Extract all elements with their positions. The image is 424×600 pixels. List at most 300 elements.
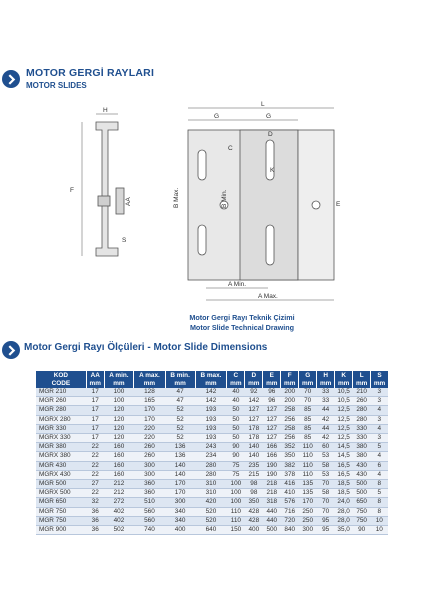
table-cell: 215 bbox=[245, 470, 263, 479]
dim-label-b-max: B Max. bbox=[173, 187, 180, 208]
column-header: AA mm bbox=[86, 371, 104, 388]
drawing-caption-tr: Motor Gergi Rayı Teknik Çizimi bbox=[189, 313, 295, 322]
table-cell: MGR 900 bbox=[36, 526, 86, 535]
table-cell: 243 bbox=[195, 443, 227, 452]
table-cell: 350 bbox=[245, 498, 263, 507]
table-cell: 90 bbox=[353, 526, 371, 535]
table-cell: 440 bbox=[263, 516, 281, 525]
table-cell: 250 bbox=[299, 507, 317, 516]
table-cell: MGR 430 bbox=[36, 461, 86, 470]
drawing-caption-en: Motor Slide Technical Drawing bbox=[189, 323, 295, 332]
column-header: L mm bbox=[353, 371, 371, 388]
table-cell: 40 bbox=[227, 388, 245, 397]
table-cell: 212 bbox=[104, 480, 133, 489]
table-cell: 36 bbox=[86, 507, 104, 516]
table-cell: 190 bbox=[263, 461, 281, 470]
table-cell: 500 bbox=[353, 480, 371, 489]
table-cell: 330 bbox=[353, 424, 371, 433]
table-cell: 428 bbox=[245, 516, 263, 525]
table-cell: 127 bbox=[263, 424, 281, 433]
table-cell: MGR 750 bbox=[36, 516, 86, 525]
table-cell: 17 bbox=[86, 415, 104, 424]
table-cell: 318 bbox=[263, 498, 281, 507]
table-cell: 70 bbox=[317, 480, 335, 489]
table-cell: 212 bbox=[104, 489, 133, 498]
column-header: K mm bbox=[335, 371, 353, 388]
chevron-right-icon bbox=[6, 74, 17, 85]
dim-label-g-left: G bbox=[214, 113, 220, 120]
table-cell: 85 bbox=[299, 434, 317, 443]
table-cell: 210 bbox=[353, 388, 371, 397]
table-cell: 360 bbox=[134, 489, 166, 498]
table-cell: 200 bbox=[281, 388, 299, 397]
table-cell: 10,5 bbox=[335, 388, 353, 397]
table-cell: 136 bbox=[165, 443, 195, 452]
dim-label-e: E bbox=[336, 201, 341, 208]
table-cell: 330 bbox=[353, 434, 371, 443]
table-cell: 120 bbox=[104, 424, 133, 433]
table-cell: 576 bbox=[281, 498, 299, 507]
dim-label-f: F bbox=[70, 187, 74, 194]
table-cell: 44 bbox=[317, 424, 335, 433]
table-cell: 400 bbox=[245, 526, 263, 535]
dimensions-title: Motor Gergi Rayı Ölçüleri - Motor Slide Dimensions bbox=[24, 342, 268, 353]
table-cell: 120 bbox=[104, 434, 133, 443]
section-bullet-icon bbox=[2, 70, 20, 88]
table-cell: 58 bbox=[317, 489, 335, 498]
table-cell: 4 bbox=[371, 406, 388, 415]
table-cell: 430 bbox=[353, 470, 371, 479]
table-cell: MGRX 430 bbox=[36, 470, 86, 479]
table-cell: 140 bbox=[165, 470, 195, 479]
table-cell: 3 bbox=[371, 415, 388, 424]
table-cell: 142 bbox=[195, 397, 227, 406]
table-cell: MGRX 380 bbox=[36, 452, 86, 461]
table-cell: 193 bbox=[195, 424, 227, 433]
table-cell: 500 bbox=[353, 489, 371, 498]
table-cell: 33 bbox=[317, 397, 335, 406]
front-view bbox=[188, 130, 334, 280]
table-cell: MGR 210 bbox=[36, 388, 86, 397]
table-cell: 44 bbox=[317, 406, 335, 415]
table-cell: 280 bbox=[195, 470, 227, 479]
table-cell: 750 bbox=[353, 516, 371, 525]
table-cell: 170 bbox=[165, 489, 195, 498]
table-cell: 17 bbox=[86, 424, 104, 433]
table-cell: 12,5 bbox=[335, 424, 353, 433]
table-cell: 14,5 bbox=[335, 443, 353, 452]
table-cell: 352 bbox=[281, 443, 299, 452]
table-cell: 50 bbox=[227, 424, 245, 433]
table-cell: 8 bbox=[371, 507, 388, 516]
table-cell: 402 bbox=[104, 507, 133, 516]
table-cell: 190 bbox=[263, 470, 281, 479]
table-cell: 502 bbox=[104, 526, 133, 535]
table-row bbox=[36, 415, 388, 424]
dim-label-l: L bbox=[261, 101, 265, 108]
table-row bbox=[36, 470, 388, 479]
table-cell: 53 bbox=[317, 452, 335, 461]
table-cell: 128 bbox=[134, 388, 166, 397]
section-bullet-icon bbox=[2, 341, 20, 359]
table-cell: 50 bbox=[227, 434, 245, 443]
table-cell: 127 bbox=[263, 415, 281, 424]
table-cell: 510 bbox=[134, 498, 166, 507]
column-header: H mm bbox=[317, 371, 335, 388]
table-cell: 170 bbox=[134, 415, 166, 424]
technical-drawing bbox=[58, 100, 388, 310]
table-cell: 140 bbox=[165, 461, 195, 470]
table-cell: 4 bbox=[371, 452, 388, 461]
table-cell: 640 bbox=[195, 526, 227, 535]
table-row bbox=[36, 443, 388, 452]
table-cell: 178 bbox=[245, 424, 263, 433]
table-cell: 127 bbox=[263, 434, 281, 443]
table-cell: 280 bbox=[353, 406, 371, 415]
table-cell: 16,5 bbox=[335, 470, 353, 479]
table-cell: 416 bbox=[281, 480, 299, 489]
table-cell: 36 bbox=[86, 526, 104, 535]
column-header: E mm bbox=[263, 371, 281, 388]
table-cell: 12,5 bbox=[335, 434, 353, 443]
table-cell: 280 bbox=[195, 461, 227, 470]
table-cell: 350 bbox=[281, 452, 299, 461]
section-subtitle: MOTOR SLIDES bbox=[26, 81, 87, 90]
table-cell: 4 bbox=[371, 470, 388, 479]
table-cell: 33 bbox=[317, 388, 335, 397]
table-cell: 52 bbox=[165, 415, 195, 424]
table-cell: 300 bbox=[165, 498, 195, 507]
table-cell: 92 bbox=[245, 388, 263, 397]
table-cell: 17 bbox=[86, 406, 104, 415]
table-cell: MGR 380 bbox=[36, 443, 86, 452]
table-cell: 22 bbox=[86, 461, 104, 470]
table-cell: 110 bbox=[299, 461, 317, 470]
table-cell: 17 bbox=[86, 434, 104, 443]
table-cell: 28,0 bbox=[335, 507, 353, 516]
table-cell: 96 bbox=[263, 388, 281, 397]
table-cell: 256 bbox=[281, 415, 299, 424]
table-cell: 260 bbox=[134, 452, 166, 461]
table-cell: 420 bbox=[195, 498, 227, 507]
table-cell: 218 bbox=[263, 480, 281, 489]
table-cell: 47 bbox=[165, 397, 195, 406]
table-cell: MGRX 500 bbox=[36, 489, 86, 498]
table-cell: 53 bbox=[317, 470, 335, 479]
table-row bbox=[36, 424, 388, 433]
table-cell: 260 bbox=[353, 397, 371, 406]
table-cell: MGR 750 bbox=[36, 507, 86, 516]
table-cell: 135 bbox=[299, 480, 317, 489]
table-cell: 4 bbox=[371, 424, 388, 433]
table-cell: 17 bbox=[86, 397, 104, 406]
table-cell: 18,5 bbox=[335, 489, 353, 498]
table-cell: 32 bbox=[86, 498, 104, 507]
table-cell: 300 bbox=[134, 470, 166, 479]
table-cell: 136 bbox=[165, 452, 195, 461]
table-cell: 3 bbox=[371, 397, 388, 406]
table-cell: 170 bbox=[299, 498, 317, 507]
table-row bbox=[36, 526, 388, 535]
column-header: D mm bbox=[245, 371, 263, 388]
table-cell: 98 bbox=[245, 489, 263, 498]
dim-label-s: S bbox=[122, 237, 127, 244]
dimensions-table bbox=[36, 371, 388, 535]
table-cell: 280 bbox=[353, 415, 371, 424]
table-cell: 35,0 bbox=[335, 526, 353, 535]
table-cell: 58 bbox=[317, 461, 335, 470]
table-cell: 100 bbox=[227, 480, 245, 489]
table-cell: 260 bbox=[134, 443, 166, 452]
table-cell: 75 bbox=[227, 470, 245, 479]
column-header: B max. mm bbox=[195, 371, 227, 388]
table-cell: 50 bbox=[227, 415, 245, 424]
table-cell: 560 bbox=[134, 516, 166, 525]
table-cell: MGR 280 bbox=[36, 406, 86, 415]
table-cell: 258 bbox=[281, 424, 299, 433]
table-cell: 310 bbox=[195, 480, 227, 489]
table-cell: 310 bbox=[195, 489, 227, 498]
table-cell: 140 bbox=[245, 452, 263, 461]
table-cell: 360 bbox=[134, 480, 166, 489]
table-cell: 160 bbox=[104, 461, 133, 470]
dim-label-a-min: A Min. bbox=[228, 281, 247, 288]
table-cell: 12,5 bbox=[335, 406, 353, 415]
table-cell: MGR 330 bbox=[36, 424, 86, 433]
table-cell: 100 bbox=[227, 489, 245, 498]
side-profile bbox=[96, 122, 124, 256]
table-cell: 100 bbox=[227, 498, 245, 507]
table-cell: 272 bbox=[104, 498, 133, 507]
table-cell: 300 bbox=[299, 526, 317, 535]
table-cell: 500 bbox=[263, 526, 281, 535]
dim-label-h: H bbox=[103, 107, 108, 114]
table-cell: 430 bbox=[353, 461, 371, 470]
table-cell: 378 bbox=[281, 470, 299, 479]
table-cell: 520 bbox=[195, 507, 227, 516]
column-header: G mm bbox=[299, 371, 317, 388]
table-cell: MGR 650 bbox=[36, 498, 86, 507]
table-cell: 142 bbox=[245, 397, 263, 406]
table-cell: MGR 500 bbox=[36, 480, 86, 489]
table-cell: 22 bbox=[86, 489, 104, 498]
table-cell: 8 bbox=[371, 498, 388, 507]
table-cell: 220 bbox=[134, 434, 166, 443]
table-cell: 90 bbox=[227, 443, 245, 452]
table-cell: 12,5 bbox=[335, 415, 353, 424]
table-cell: 218 bbox=[263, 489, 281, 498]
table-cell: 22 bbox=[86, 443, 104, 452]
table-cell: 193 bbox=[195, 434, 227, 443]
table-row bbox=[36, 397, 388, 406]
table-cell: 520 bbox=[195, 516, 227, 525]
dim-label-d: D bbox=[268, 131, 273, 138]
table-cell: 98 bbox=[245, 480, 263, 489]
table-cell: 560 bbox=[134, 507, 166, 516]
table-cell: 170 bbox=[165, 480, 195, 489]
table-row bbox=[36, 516, 388, 525]
column-header: C mm bbox=[227, 371, 245, 388]
table-cell: 258 bbox=[281, 406, 299, 415]
table-cell: 36 bbox=[86, 516, 104, 525]
table-cell: 193 bbox=[195, 406, 227, 415]
table-cell: 140 bbox=[245, 443, 263, 452]
table-cell: 165 bbox=[134, 397, 166, 406]
table-row bbox=[36, 480, 388, 489]
table-cell: 90 bbox=[227, 452, 245, 461]
table-cell: 95 bbox=[317, 516, 335, 525]
table-cell: 380 bbox=[353, 452, 371, 461]
dim-label-c: C bbox=[228, 145, 233, 152]
table-cell: 110 bbox=[299, 443, 317, 452]
table-cell: 52 bbox=[165, 406, 195, 415]
table-row bbox=[36, 489, 388, 498]
table-cell: 3 bbox=[371, 388, 388, 397]
table-cell: 740 bbox=[134, 526, 166, 535]
table-cell: 750 bbox=[353, 507, 371, 516]
table-cell: 42 bbox=[317, 434, 335, 443]
table-cell: 720 bbox=[281, 516, 299, 525]
table-cell: 110 bbox=[299, 470, 317, 479]
table-cell: 193 bbox=[195, 415, 227, 424]
table-cell: 160 bbox=[104, 452, 133, 461]
table-cell: 10,5 bbox=[335, 397, 353, 406]
table-cell: 166 bbox=[263, 452, 281, 461]
table-cell: 47 bbox=[165, 388, 195, 397]
table-cell: 235 bbox=[245, 461, 263, 470]
table-cell: 95 bbox=[317, 526, 335, 535]
table-cell: 440 bbox=[263, 507, 281, 516]
table-cell: 24,0 bbox=[335, 498, 353, 507]
table-cell: 127 bbox=[263, 406, 281, 415]
table-row bbox=[36, 507, 388, 516]
table-cell: 16,5 bbox=[335, 461, 353, 470]
table-cell: 380 bbox=[353, 443, 371, 452]
table-cell: 22 bbox=[86, 452, 104, 461]
column-header: A min. mm bbox=[104, 371, 133, 388]
table-cell: 52 bbox=[165, 434, 195, 443]
table-cell: 300 bbox=[134, 461, 166, 470]
table-cell: 340 bbox=[165, 507, 195, 516]
dim-label-b-min: B Min. bbox=[221, 189, 228, 208]
table-cell: 28,0 bbox=[335, 516, 353, 525]
table-cell: MGRX 330 bbox=[36, 434, 86, 443]
table-cell: 6 bbox=[371, 461, 388, 470]
table-cell: 14,5 bbox=[335, 452, 353, 461]
table-cell: 160 bbox=[104, 470, 133, 479]
table-cell: 8 bbox=[371, 480, 388, 489]
table-cell: 85 bbox=[299, 424, 317, 433]
table-row bbox=[36, 461, 388, 470]
table-cell: 250 bbox=[299, 516, 317, 525]
table-cell: 120 bbox=[104, 406, 133, 415]
table-row bbox=[36, 406, 388, 415]
table-cell: 10 bbox=[371, 526, 388, 535]
dim-label-g-right: G bbox=[266, 113, 272, 120]
column-header: F mm bbox=[281, 371, 299, 388]
table-cell: 200 bbox=[281, 397, 299, 406]
table-cell: 70 bbox=[299, 388, 317, 397]
dim-label-aa: AA bbox=[125, 197, 132, 206]
table-cell: 96 bbox=[263, 397, 281, 406]
table-cell: 716 bbox=[281, 507, 299, 516]
table-cell: 110 bbox=[299, 452, 317, 461]
table-row bbox=[36, 388, 388, 397]
column-header: KOD CODE bbox=[36, 371, 86, 388]
column-header: B min. mm bbox=[165, 371, 195, 388]
table-header-row bbox=[36, 371, 388, 388]
table-cell: 178 bbox=[245, 434, 263, 443]
table-cell: 17 bbox=[86, 388, 104, 397]
chevron-right-icon bbox=[6, 345, 17, 356]
table-cell: 70 bbox=[317, 498, 335, 507]
table-cell: 110 bbox=[227, 516, 245, 525]
table-cell: 166 bbox=[263, 443, 281, 452]
table-cell: 256 bbox=[281, 434, 299, 443]
table-row bbox=[36, 498, 388, 507]
table-cell: MGRX 280 bbox=[36, 415, 86, 424]
table-cell: 5 bbox=[371, 489, 388, 498]
table-cell: 234 bbox=[195, 452, 227, 461]
table-cell: 5 bbox=[371, 443, 388, 452]
table-cell: 22 bbox=[86, 470, 104, 479]
table-cell: 3 bbox=[371, 434, 388, 443]
table-row bbox=[36, 452, 388, 461]
dim-label-k: K bbox=[270, 167, 275, 174]
table-cell: 135 bbox=[299, 489, 317, 498]
table-cell: 18,5 bbox=[335, 480, 353, 489]
table-cell: 400 bbox=[165, 526, 195, 535]
table-cell: 85 bbox=[299, 406, 317, 415]
table-cell: 220 bbox=[134, 424, 166, 433]
table-cell: 52 bbox=[165, 424, 195, 433]
table-cell: 127 bbox=[245, 406, 263, 415]
table-cell: 60 bbox=[317, 443, 335, 452]
column-header: S mm bbox=[371, 371, 388, 388]
table-cell: 410 bbox=[281, 489, 299, 498]
section-title: MOTOR GERGİ RAYLARI bbox=[26, 67, 155, 79]
table-cell: 150 bbox=[227, 526, 245, 535]
table-cell: 100 bbox=[104, 397, 133, 406]
table-cell: 127 bbox=[245, 415, 263, 424]
table-cell: 428 bbox=[245, 507, 263, 516]
table-cell: 160 bbox=[104, 443, 133, 452]
table-cell: 402 bbox=[104, 516, 133, 525]
table-cell: 70 bbox=[299, 397, 317, 406]
table-row bbox=[36, 434, 388, 443]
table-cell: 85 bbox=[299, 415, 317, 424]
table-cell: 142 bbox=[195, 388, 227, 397]
table-cell: 27 bbox=[86, 480, 104, 489]
table-cell: 120 bbox=[104, 415, 133, 424]
column-header: A max. mm bbox=[134, 371, 166, 388]
table-cell: 340 bbox=[165, 516, 195, 525]
table-cell: 840 bbox=[281, 526, 299, 535]
dim-label-a-max: A Max. bbox=[258, 293, 278, 300]
table-cell: 42 bbox=[317, 415, 335, 424]
table-cell: 650 bbox=[353, 498, 371, 507]
table-cell: 170 bbox=[134, 406, 166, 415]
table-cell: 40 bbox=[227, 397, 245, 406]
table-cell: 10 bbox=[371, 516, 388, 525]
table-cell: 70 bbox=[317, 507, 335, 516]
table-cell: 75 bbox=[227, 461, 245, 470]
table-cell: 382 bbox=[281, 461, 299, 470]
table-cell: 110 bbox=[227, 507, 245, 516]
table-cell: MGR 260 bbox=[36, 397, 86, 406]
table-cell: 50 bbox=[227, 406, 245, 415]
table-cell: 100 bbox=[104, 388, 133, 397]
